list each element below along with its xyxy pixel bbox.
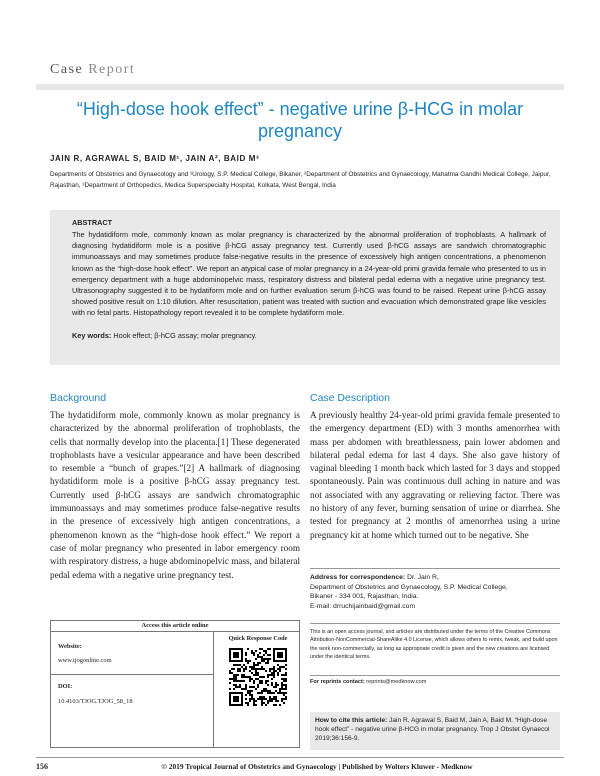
reprints-email: reprints@medknow.com — [366, 679, 427, 685]
keywords-value: Hook effect; β-hCG assay; molar pregnancy. — [113, 330, 257, 340]
page-number: 156 — [36, 762, 48, 771]
keywords — [72, 331, 546, 340]
correspondence-label: Address for correspondence: — [310, 574, 406, 581]
access-online-box — [50, 620, 300, 748]
citation-text: Jain R, Agrawal S, Baid M, Jain A, Baid M. “High-dose hook effect” - negative urine β-HCG in molar pregnancy. Trop J Obstet Gynaecol 2019;36:156-9. — [315, 717, 550, 743]
access-box-details — [51, 632, 214, 747]
access-divider — [51, 674, 214, 675]
doi-label: DOI: — [58, 683, 73, 690]
doi-value[interactable]: 10.4103/TJOG.TJOG_58_18 — [58, 698, 133, 705]
header-rule — [36, 84, 564, 90]
article-type-label — [50, 62, 135, 78]
correspondence-name: Dr. Jain R, — [407, 574, 439, 581]
abstract-text: The hydatidiform mole, commonly known as molar pregnancy is characterized by the abnormal proliferation of trophoblasts. A hallmark of diagnosing hydatidiform mole is a positive β-hCG assay pregnancy test. Currently used β-hCG assays are sandwich chromatographic immunoassays and may sometimes produce false-negative results in the presence of excessively high antigen concentrations, a phenomenon known as the “high-dose hook effect”. We report an atypical case of molar pregnancy in a 24-year-old primi gravida female who presented to us in emergency department with a huge abdominopelvic mass, respiratory distress and bilateral pedal edema with a negative urine pregnancy test. Ultrasonography suggested it to be hydatiform mole and on further evaluation serum β-hCG was found to be raised. Repeat urine β-hCG assay showed positive result on 1:10 dilution. After resuscitation, patient was treated with suction and evacuation which demonstrated grape like vesicles with no fetal parts. Histopathology report revealed it to be complete hydatiform mole. — [72, 230, 546, 318]
citation-label: How to cite this article: — [315, 717, 388, 724]
author-list: JAIN R, AGRAWAL S, BAID M¹, JAIN A², BAID M³ — [50, 154, 260, 163]
citation-box — [310, 712, 560, 750]
article-type-second: Report — [88, 62, 136, 77]
access-box-title: Access this article online — [51, 621, 299, 632]
correspondence-line2: Bikaner - 334 001, Rajasthan, India. — [310, 593, 419, 600]
correspondence-line1: Department of Obstetrics and Gynaecology, S.P. Medical College, — [310, 583, 508, 591]
reprints-line — [310, 675, 560, 685]
qr-code-label: Quick Response Code — [228, 635, 288, 642]
background-heading: Background — [50, 392, 107, 404]
qr-code-icon[interactable] — [229, 648, 287, 706]
correspondence-block — [310, 568, 560, 611]
keywords-label: Key words: — [72, 330, 112, 340]
correspondence-email: E-mail: drruchijainbaid@gmail.com — [310, 602, 416, 610]
footer-copyright: © 2019 Tropical Journal of Obstetrics and Gynaecology | Published by Wolters Kluwer - Medknow — [161, 762, 473, 771]
abstract-heading: ABSTRACT — [72, 218, 113, 227]
background-text: The hydatidiform mole, commonly known as molar pregnancy is characterized by the abnormal proliferation of trophoblasts, the cells that normally develop into the placenta.[1] These degenerated trophoblasts have a vesicular appearance and have been described to resemble a “bunch of grapes.”[2] A hallmark of diagnosing hydatidiform mole is a positive β-hCG assay pregnancy test. Currently used β-hCG assays are sandwich chromatographic immunoassays and may sometimes produce false-negative results in the presence of excessively high antigen concentrations, a phenomenon known as the “high-dose hook effect.” We report a case of molar pregnancy who presented in labor emergency room with respiratory distress, a huge abdominopelvic mass, and bilateral pedal edema with a negative urine pregnancy test. — [50, 410, 300, 580]
case-description-text: A previously healthy 24-year-old primi gravida female presented to the emergency department (ED) with 3 months amenorrhea with mass per abdomen with breathlessness, pain lower abdomen and bilateral pedal edema for last 4 days. She also gave history of vaginal bleeding 1 month back which lasted for 3 days and stopped spontaneously. Pain was continuous dull aching in nature and was not associated with any aggravating or relieving factor. There was no history of any fever, burning sensation of urine or diarrhea. She tested for pregnancy at 2 months of amenorrhea using a urine pregnancy kit at home which turned out to be negative. She — [310, 410, 560, 540]
article-title: “High-dose hook effect” - negative urine β-HCG in molar pregnancy — [76, 99, 524, 141]
affiliations: Departments of Obstetrics and Gynaecology and ¹Urology, S.P. Medical College, Bikaner, ²Department of Obstetrics and Gynaecology, Mahatma Gandhi Medical College, Jaipur, Rajasthan, ³Department of Orthopedics, Medica Superspecialty Hospital, Kolkata, West Bengal, India — [50, 171, 551, 189]
article-type-first: Case — [50, 62, 84, 77]
website-link[interactable]: www.tjogonline.com — [58, 657, 112, 664]
abstract-box — [50, 210, 560, 365]
reprints-label: For reprints contact: — [310, 679, 365, 685]
website-label: Website: — [58, 643, 82, 650]
footer-rule — [36, 757, 564, 758]
open-access-notice: This is an open access journal, and articles are distributed under the terms of the Creative Commons Attribution-NonCommercial-ShareAlike 4.0 License, which allows others to remix, tweak, and build upon the work non-commercially, as long as appropriate credit is given and the new creations are licensed under the identical terms. — [310, 623, 560, 662]
case-description-heading: Case Description — [310, 392, 390, 404]
